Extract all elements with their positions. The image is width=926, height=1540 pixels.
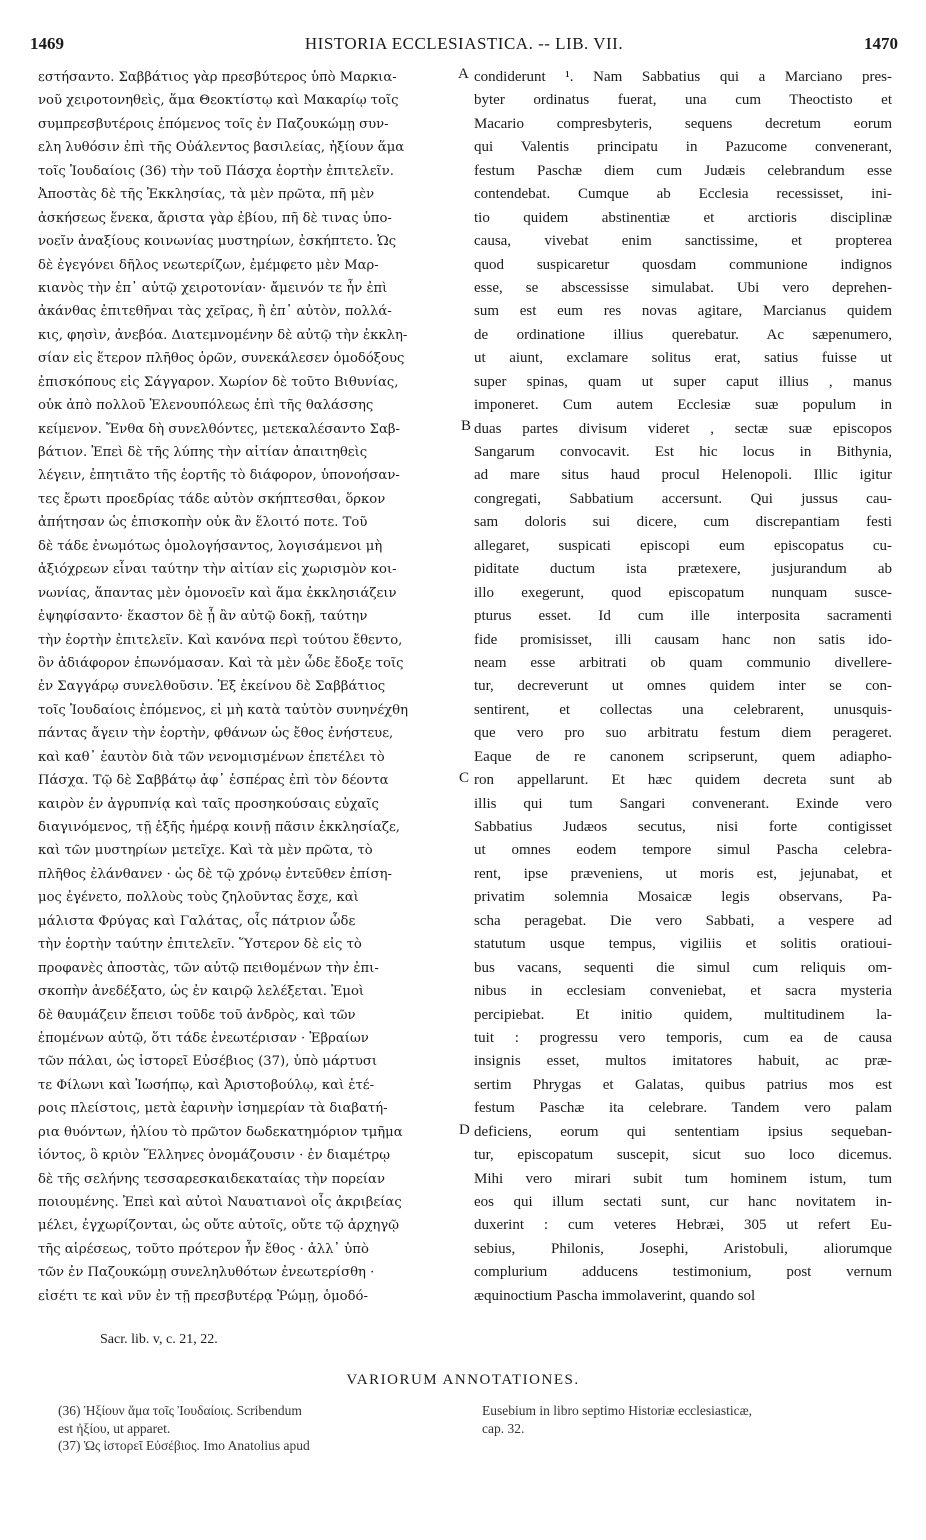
greek-text-line: βάτιον. Ἐπεὶ δὲ τῆς λύπης τὴν αἰτίαν ἀπαιτηθεὶς [38,445,368,460]
greek-text-line: σίαν εἰς ἕτερον πλῆθος ὁρῶν, συνεκάλεσεν ὁμοδόξους [38,351,405,367]
latin-text-line: nibus in ecclesiam conveniebat, et sacra mysteria [474,983,892,1000]
greek-text-line: εστήσαντο. Σαββάτιος γὰρ πρεσβύτερος ὑπὸ Μαρκια- [38,70,397,85]
latin-text-line: festum Paschæ ita celebrare. Tandem vero palam [474,1100,892,1117]
greek-text-line: ροις πλείστοις, μετὰ ἐαρινὴν ἰσημερίαν τὰ διαβατή- [38,1101,388,1117]
section-marker-c: C [459,770,470,786]
latin-text-line: Sabbatius Judæos secutus, nisi forte contigisset [474,819,892,835]
greek-text-line: ἀπήτησαν ὡς ἐπισκοπὴν οὐκ ἂν ἕλοιτό ποτε. Τοῦ [38,515,368,531]
latin-column [474,66,892,1308]
greek-text-line: νοεῖν ἀναξίους κοινωνίας μυστηρίων, ἐσκήπτετο. Ὡς [38,234,397,250]
latin-text-line: byter ordinatus fuerat, una cum Theoctisto et [474,92,892,109]
greek-text-line: δὲ θαυμάζειν ἔπεισι τοῦδε τοῦ ἀνδρὸς, καὶ τῶν [38,1007,356,1023]
latin-text-line: tur, decreverunt ut omnes quidem inter se con- [474,678,892,695]
latin-text-line: causa, vivebat enim sanctissime, et propterea [474,233,892,250]
latin-text-line: duas partes divisum videret , sectæ suæ episcopos [474,420,892,437]
greek-text-line: ἐψηφίσαντο· ἕκαστον δὲ ᾗ ἂν αὐτῷ δοκῇ, ταύτην [38,609,368,625]
greek-text-line: μάλιστα Φρύγας καὶ Γαλάτας, οἷς πάτριον ὧδε [38,913,356,929]
latin-text-line: condiderunt ¹. Nam Sabbatius qui a Marciano pres- [474,69,892,85]
greek-text-line: τες ἔρωτι προεδρίας τάδε αὐτὸν σκήπτεσθαι, ὅρκον [38,491,386,507]
latin-text-line: ut omnes eodem tempore simul Pascha celebra- [474,842,892,859]
latin-text-line: quod suspicaretur quosdam communione indignos [474,256,892,273]
page-number-left: 1469 [30,34,64,53]
latin-text-line: festum Paschæ diem cum Judæis celebrandum esse [474,162,892,179]
latin-text-line: tur, episcopatum suscepit, sicut suo loco dicemus. [474,1147,892,1164]
latin-text-line: duxerint : cum veteres Hebræi, 305 ut refert Eu- [474,1217,892,1234]
latin-text-line: scha peragebat. Die vero Sabbati, a vespere ad [474,912,892,929]
greek-text-line: πάντας ἄγειν τὴν ἑορτὴν, φθάνων ὡς ἔθος ἐνήστευε, [38,726,394,742]
greek-text-line: τὴν ἑορτὴν ἐπιτελεῖν. Καὶ κανόνα περὶ τούτου ἔθεντο, [38,632,403,648]
greek-text-line: μος ἐγένετο, πολλοὺς τοὺς ζηλοῦντας ἔσχε, καὶ [38,890,359,906]
greek-text-line: τῆς αἱρέσεως, τοῦτο πρότερον ἦν ἔθος · ἀλλ᾽ ὑπὸ [38,1241,369,1257]
greek-text-line: ποιουμένης. Ἐπεὶ καὶ αὐτοὶ Ναυατιανοὶ οἷς ἀκριβείας [38,1195,402,1210]
running-header [30,34,898,58]
latin-text-line: Macario compresbyteris, sequens decretum eorum [474,115,892,132]
latin-text-line: que vero pro suo arbitratu festum diem perageret. [474,725,892,742]
greek-text-line: ἀσκήσεως ἕνεκα, ἄριστα γὰρ ἐβίου, πῆ δὲ τινας ὑπο- [38,210,392,226]
greek-text-line: τε Φίλωνι καὶ Ἰωσήπῳ, καὶ Ἀριστοβούλῳ, καὶ ἑτέ- [38,1077,375,1093]
annotation-line: cap. 32. [482,1420,525,1436]
greek-text-line: κιανὸς τὴν ἐπ᾽ αὐτῷ χειροτονίαν· ἄμεινόν τε ἦν ἐπὶ [38,280,388,296]
greek-text-line: νοῦ χειροτονηθεὶς, ἅμα Θεοκτίστῳ καὶ Μακαρίῳ τοῖς [38,93,399,109]
latin-text-line: rent, ipse præveniens, ut moris est, jejunabat, et [474,865,892,882]
latin-text-line: Mihi vero mirari subit tum hominem istum, tum [474,1170,892,1187]
latin-text-line: sertim Phrygas et Galatas, quibus patrius mos est [474,1076,892,1093]
greek-text-line: ελη λυθόσιν ἐπὶ τῆς Οὐάλεντος βασιλείας, ἠξίουν ἅμα [38,140,405,156]
greek-text-line: ρια θυόντων, ἡλίου τὸ πρῶτον δωδεκατημόριον τμῆμα [38,1124,403,1140]
latin-text-line: eos qui illum sectati sunt, cur hanc novitatem in- [474,1194,892,1210]
annotation-line: Eusebium in libro septimo Historiæ ecclesiasticæ, [482,1403,752,1418]
greek-text-line: τὴν ἑορτὴν ταύτην ἐπιτελεῖν. Ὕστερον δὲ εἰς τὸ [38,937,362,953]
latin-text-line: ad mare situs haud procul Helenopoli. Illic igitur [474,467,892,484]
latin-text-line: qui Valentis principatu in Pazucome convenerant, [474,139,892,156]
greek-text-line: λέγειν, ἐπητιᾶτο τῆς ἑορτῆς τὸ διάφορον, ὑπονοήσαν- [38,468,400,484]
latin-text-line: bus vacans, sequenti die simul cum reliquis om- [474,959,892,976]
greek-text-line: ἐπισκόπους εἰς Σάγγαρον. Χωρίον δὲ τοῦτο Βιθυνίας, [38,374,399,390]
latin-text-line: allegaret, suspicati episcopi eum episcopatus cu- [474,537,892,554]
latin-text-line: deficiens, eorum qui sententiam ipsius sequeban- [474,1123,892,1140]
section-marker-a: A [458,66,469,82]
latin-text-line: ut aiunt, exclamare solitus erat, satius fuisse ut [474,350,892,367]
latin-text-line: pturus esset. Id cum ille interposita sacramenti [474,608,892,625]
greek-text-line: ἰόντος, ὃ κριὸν Ἕλληνες ὀνομάζουσιν · ἐν διαμέτρῳ [38,1148,391,1164]
greek-text-line: τοῖς Ἰουδαίοις ἑπόμενος, εἰ μὴ κατὰ ταὐτὸν συνηνέχθη [38,702,409,718]
latin-text-line: sebius, Philonis, Josephi, Aristobuli, aliorumque [474,1240,892,1257]
latin-text-line: ron appellarunt. Et hæc quidem decreta sunt ab [474,772,892,789]
greek-text-line: κις, φησὶν, ἀνεβόα. Διατεμνομένην δὲ αὐτῷ τὴν ἐκκλη- [38,327,408,343]
latin-text-line: sentirent, et collectas una celebrarent, unusquis- [474,701,892,718]
latin-text-line: æquinoctium Pascha immolaverint, quando sol [474,1287,756,1304]
annotations-left [58,1402,458,1455]
latin-text-line: tio quidem abstinentiæ et arctioris disciplinæ [474,209,892,226]
greek-text-line: οὐκ ἀπὸ πολλοῦ Ἑλενουπόλεως ἐπὶ τῆς θαλάσσης [38,398,374,414]
latin-text-line: contendebat. Cumque ab Ecclesia recessisset, ini- [474,186,892,203]
greek-text-line: ἑπομένων αὐτῷ, ὅτι τάδε ἐνεωτέρισαν · Ἑβραίων [38,1030,369,1046]
greek-text-line: ἀξιόχρεων εἶναι ταύτην τὴν αἰτίαν εἰς χωρισμὸν κοι- [38,562,397,578]
latin-text-line: illis qui tum Sangari convenerant. Exinde vero [474,795,892,812]
latin-text-line: super spinas, quam ut super caput illius , manus [474,373,892,390]
latin-text-line: neam esse arbitrati ob quam communio divellere- [474,654,892,671]
latin-text-line: complurium adducens testimonium, post vernum [474,1264,892,1281]
greek-text-line: τῶν ἐν Παζουκώμῃ συνεληλυθότων ἐνεωτερίσθη · [38,1265,375,1281]
greek-text-line: σκοπὴν ἀνεδέξατο, ὡς ἐν καιρῷ λελέξεται. Ἐμοὶ [38,984,365,1000]
greek-text-line: τοῖς Ἰουδαίοις (36) τὴν τοῦ Πάσχα ἑορτὴν ἐπιτελεῖν. [38,163,394,179]
greek-text-line: καὶ τῶν μυστηρίων μετεῖχε. Καὶ τὰ μὲν πρῶτα, τὸ [38,843,373,859]
latin-text-line: piditate ductum ista prætexere, jusjurandum ab [474,561,892,578]
annotation-line: (37) Ὡς ἱστορεῖ Εὐσέβιος. Imo Anatolius apud [58,1438,310,1453]
latin-text-line: de ordinatione illius querebatur. Ac sæpenumero, [474,326,892,343]
greek-text-line: νωνίας, ἅπαντας μὲν ὁμονοεῖν καὶ ἅμα ἐκκλησιάζειν [38,585,397,601]
latin-text-line: tuit : progressu vero temporis, cum ea de causa [474,1029,892,1046]
latin-text-line: fide promisisset, illi causam hanc non satis ido- [474,631,892,648]
greek-text-line: μέλει, ἐγχωρίζονται, ὡς οὔτε αὐτοῖς, οὔτε τῷ ἀρχηγῷ [38,1218,400,1234]
latin-text-line: Eaque de re canonem scripserunt, quem adiapho- [474,748,892,765]
latin-text-line: privatim solemnia Mosaicæ legis observans, Pa- [474,889,892,906]
greek-text-line: δὲ ἐγεγόνει δῆλος νεωτερίζων, ἐμέμφετο μὲν Μαρ- [38,257,379,273]
greek-text-line: δὲ τάδε ἐνωμότως ὁμολογήσαντος, λογισάμενοι μὴ [38,538,383,554]
greek-text-line: καιρὸν ἐν ἀγρυπνίᾳ καὶ ταῖς προσηκούσαις εὐχαῖς [38,796,379,812]
page-number-right: 1470 [864,34,898,53]
latin-text-line: illo exegerunt, quod episcopatum nunquam susce- [474,584,892,601]
greek-text-line: ἐν Σαγγάρῳ συνελθοῦσιν. Ἐξ ἐκείνου δὲ Σαββάτιος [38,679,386,695]
greek-text-line: ὃν ἀδιάφορον ἐπωνόμασαν. Καὶ τὰ μὲν ὧδε ἔδοξε τοῖς [38,655,404,671]
greek-text-line: καὶ καθ᾽ ἑαυτὸν διὰ τῶν νενομισμένων ἐπετέλει τὸ [38,749,385,765]
latin-text-line: sum est eum res novas agitare, Marcianus quidem [474,303,892,320]
greek-text-line: εἰσέτι τε καὶ νῦν ἐν τῇ πρεσβυτέρᾳ Ῥώμῃ, ὁμοδό- [38,1288,368,1304]
greek-text-line: ἀκάνθας ἐπιτεθῆναι τὰς χεῖρας, ἢ ἐπ᾽ αὐτὸν, πολλά- [38,304,392,320]
greek-text-line: δὲ τῆς σελήνης τεσσαρεσκαιδεκαταίας τὴν πορείαν [38,1171,385,1187]
running-title: HISTORIA ECCLESIASTICA. -- LIB. VII. [304,34,624,53]
latin-text-line: statutum usque tempus, vigiliis et solitis oratioui- [474,936,892,953]
greek-text-line: συμπρεσβυτέροις ἑπόμενος τοῖς ἐν Παζουκώμῃ συν- [38,116,389,132]
latin-text-line: percipiebat. Et initio quidem, multitudinem la- [474,1006,892,1023]
greek-column [38,66,456,1308]
annotations-right [482,1402,892,1437]
annotation-line: (36) Ἠξίουν ἅμα τοῖς Ἰουδαίοις. Scribendum [58,1403,302,1418]
section-marker-b: B [461,418,472,434]
greek-text-line: Πάσχα. Τῷ δὲ Σαββάτῳ ἀφ᾽ ἑσπέρας ἐπὶ τὸν δέοντα [38,773,389,789]
latin-text-line: insignis esset, multos imitatores habuit, ac præ- [474,1053,892,1070]
greek-text-line: προφανὲς ἀποστὰς, τῶν αὐτῷ πειθομένων τὴν ἐπι- [38,960,379,976]
greek-text-line: Ἀποστὰς δὲ τῆς Ἐκκλησίας, τὰ μὲν πρῶτα, πῆ μὲν [38,187,375,203]
latin-text-line: Sangarum convocavit. Est hic locus in Bithynia, [474,444,892,460]
latin-text-line: imponeret. Cum autem Ecclesiæ suæ populum in [474,397,892,414]
latin-text-line: esse, se abscessisse simulabat. Ubi vero deprehen- [474,279,892,296]
annotation-line: est ἠξίου, ut apparet. [58,1420,171,1436]
source-reference: Sacr. lib. v, c. 21, 22. [100,1332,218,1347]
latin-text-line: congregati, Sabbatium accersunt. Qui jussus cau- [474,490,892,507]
section-marker-d: D [459,1122,470,1138]
greek-text-line: πλῆθος ἐλάνθανεν · ὡς δὲ τῷ χρόνῳ ἐντεῦθεν ἐπίση- [38,866,392,882]
annotations-title: VARIORUM ANNOTATIONES. [346,1372,580,1388]
latin-text-line: sam doloris sui dicere, cum discrepantiam festi [474,514,892,531]
greek-text-line: διαγινόμενος, τῇ ἑξῆς ἡμέρᾳ κοινῇ πᾶσιν ἐκκλησίαζε, [38,820,400,835]
greek-text-line: τῶν πάλαι, ὡς ἱστορεῖ Εὐσέβιος (37), ὑπὸ μάρτυσι [38,1054,378,1070]
greek-text-line: κείμενον. Ἔνθα δὴ συνελθόντες, μετεκαλέσαντο Σαβ- [38,421,400,437]
